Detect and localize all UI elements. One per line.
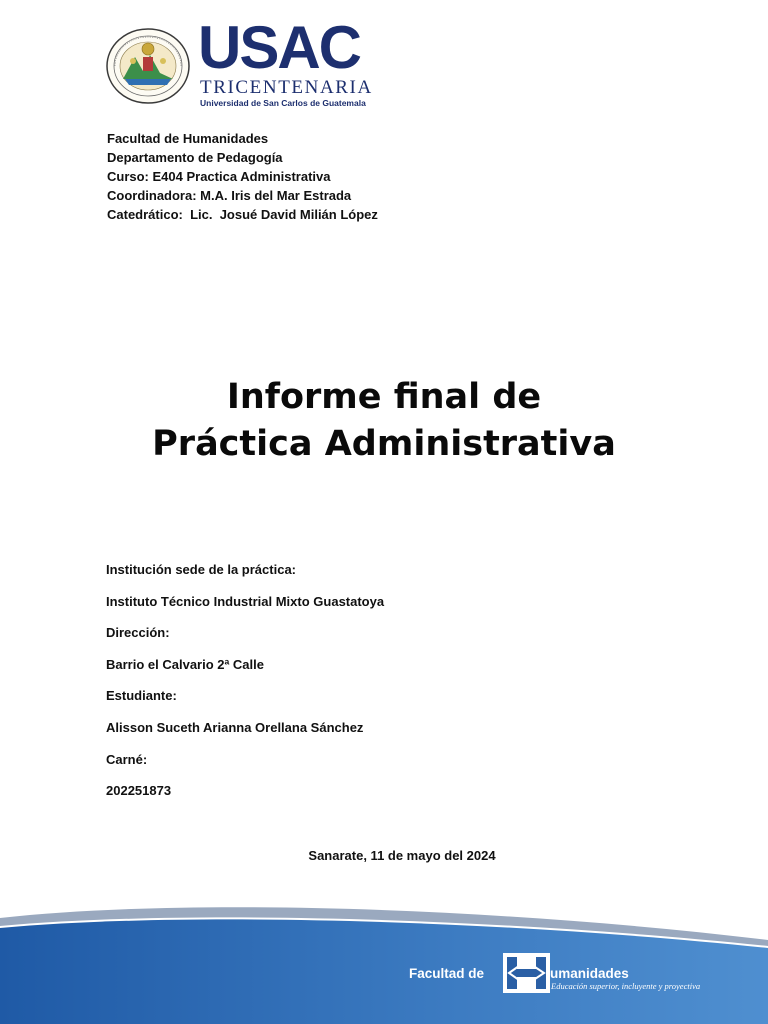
humanidades-h-logo-icon	[503, 953, 550, 993]
footer-band	[0, 900, 768, 1024]
faculty-line: Facultad de Humanidades	[107, 131, 269, 146]
header-info	[107, 129, 378, 224]
university-name: Universidad de San Carlos de Guatemala	[200, 98, 366, 108]
faculty-tagline: Educación superior, incluyente y proyectiva	[551, 981, 701, 991]
course-line: Curso: E404 Practica Administrativa	[107, 169, 331, 184]
student-value: Alisson Suceth Arianna Orellana Sánchez	[106, 719, 364, 735]
university-seal-icon	[105, 27, 191, 105]
practice-details	[106, 562, 384, 815]
coordinator-line: Coordinadora: M.A. Iris del Mar Estrada	[107, 188, 352, 203]
faculty-name-left: Facultad de	[409, 966, 485, 981]
faculty-name-right: umanidades	[550, 966, 629, 981]
address-label: Dirección:	[106, 625, 170, 641]
title-line-2: Práctica Administrativa	[152, 424, 616, 464]
id-value: 202251873	[106, 783, 172, 799]
title-line-1: Informe final de	[226, 377, 542, 417]
address-value: Barrio el Calvario 2ª Calle	[106, 656, 264, 672]
document-title	[0, 374, 768, 468]
institution-label: Institución sede de la práctica:	[106, 562, 296, 577]
usac-logo	[198, 14, 388, 110]
id-label: Carné:	[106, 751, 148, 767]
place-date: Sanarate, 11 de mayo del 2024	[308, 848, 496, 863]
usac-subtitle: TRICENTENARIA	[200, 77, 373, 98]
usac-brand: USAC	[198, 14, 361, 81]
institution-value: Instituto Técnico Industrial Mixto Guastatoya	[106, 593, 385, 609]
department-line: Departamento de Pedagogía	[107, 150, 283, 165]
footer-wave	[0, 900, 768, 1024]
professor-line: Catedrático: Lic. Josué David Milián López	[107, 207, 378, 222]
student-label: Estudiante:	[106, 688, 177, 704]
